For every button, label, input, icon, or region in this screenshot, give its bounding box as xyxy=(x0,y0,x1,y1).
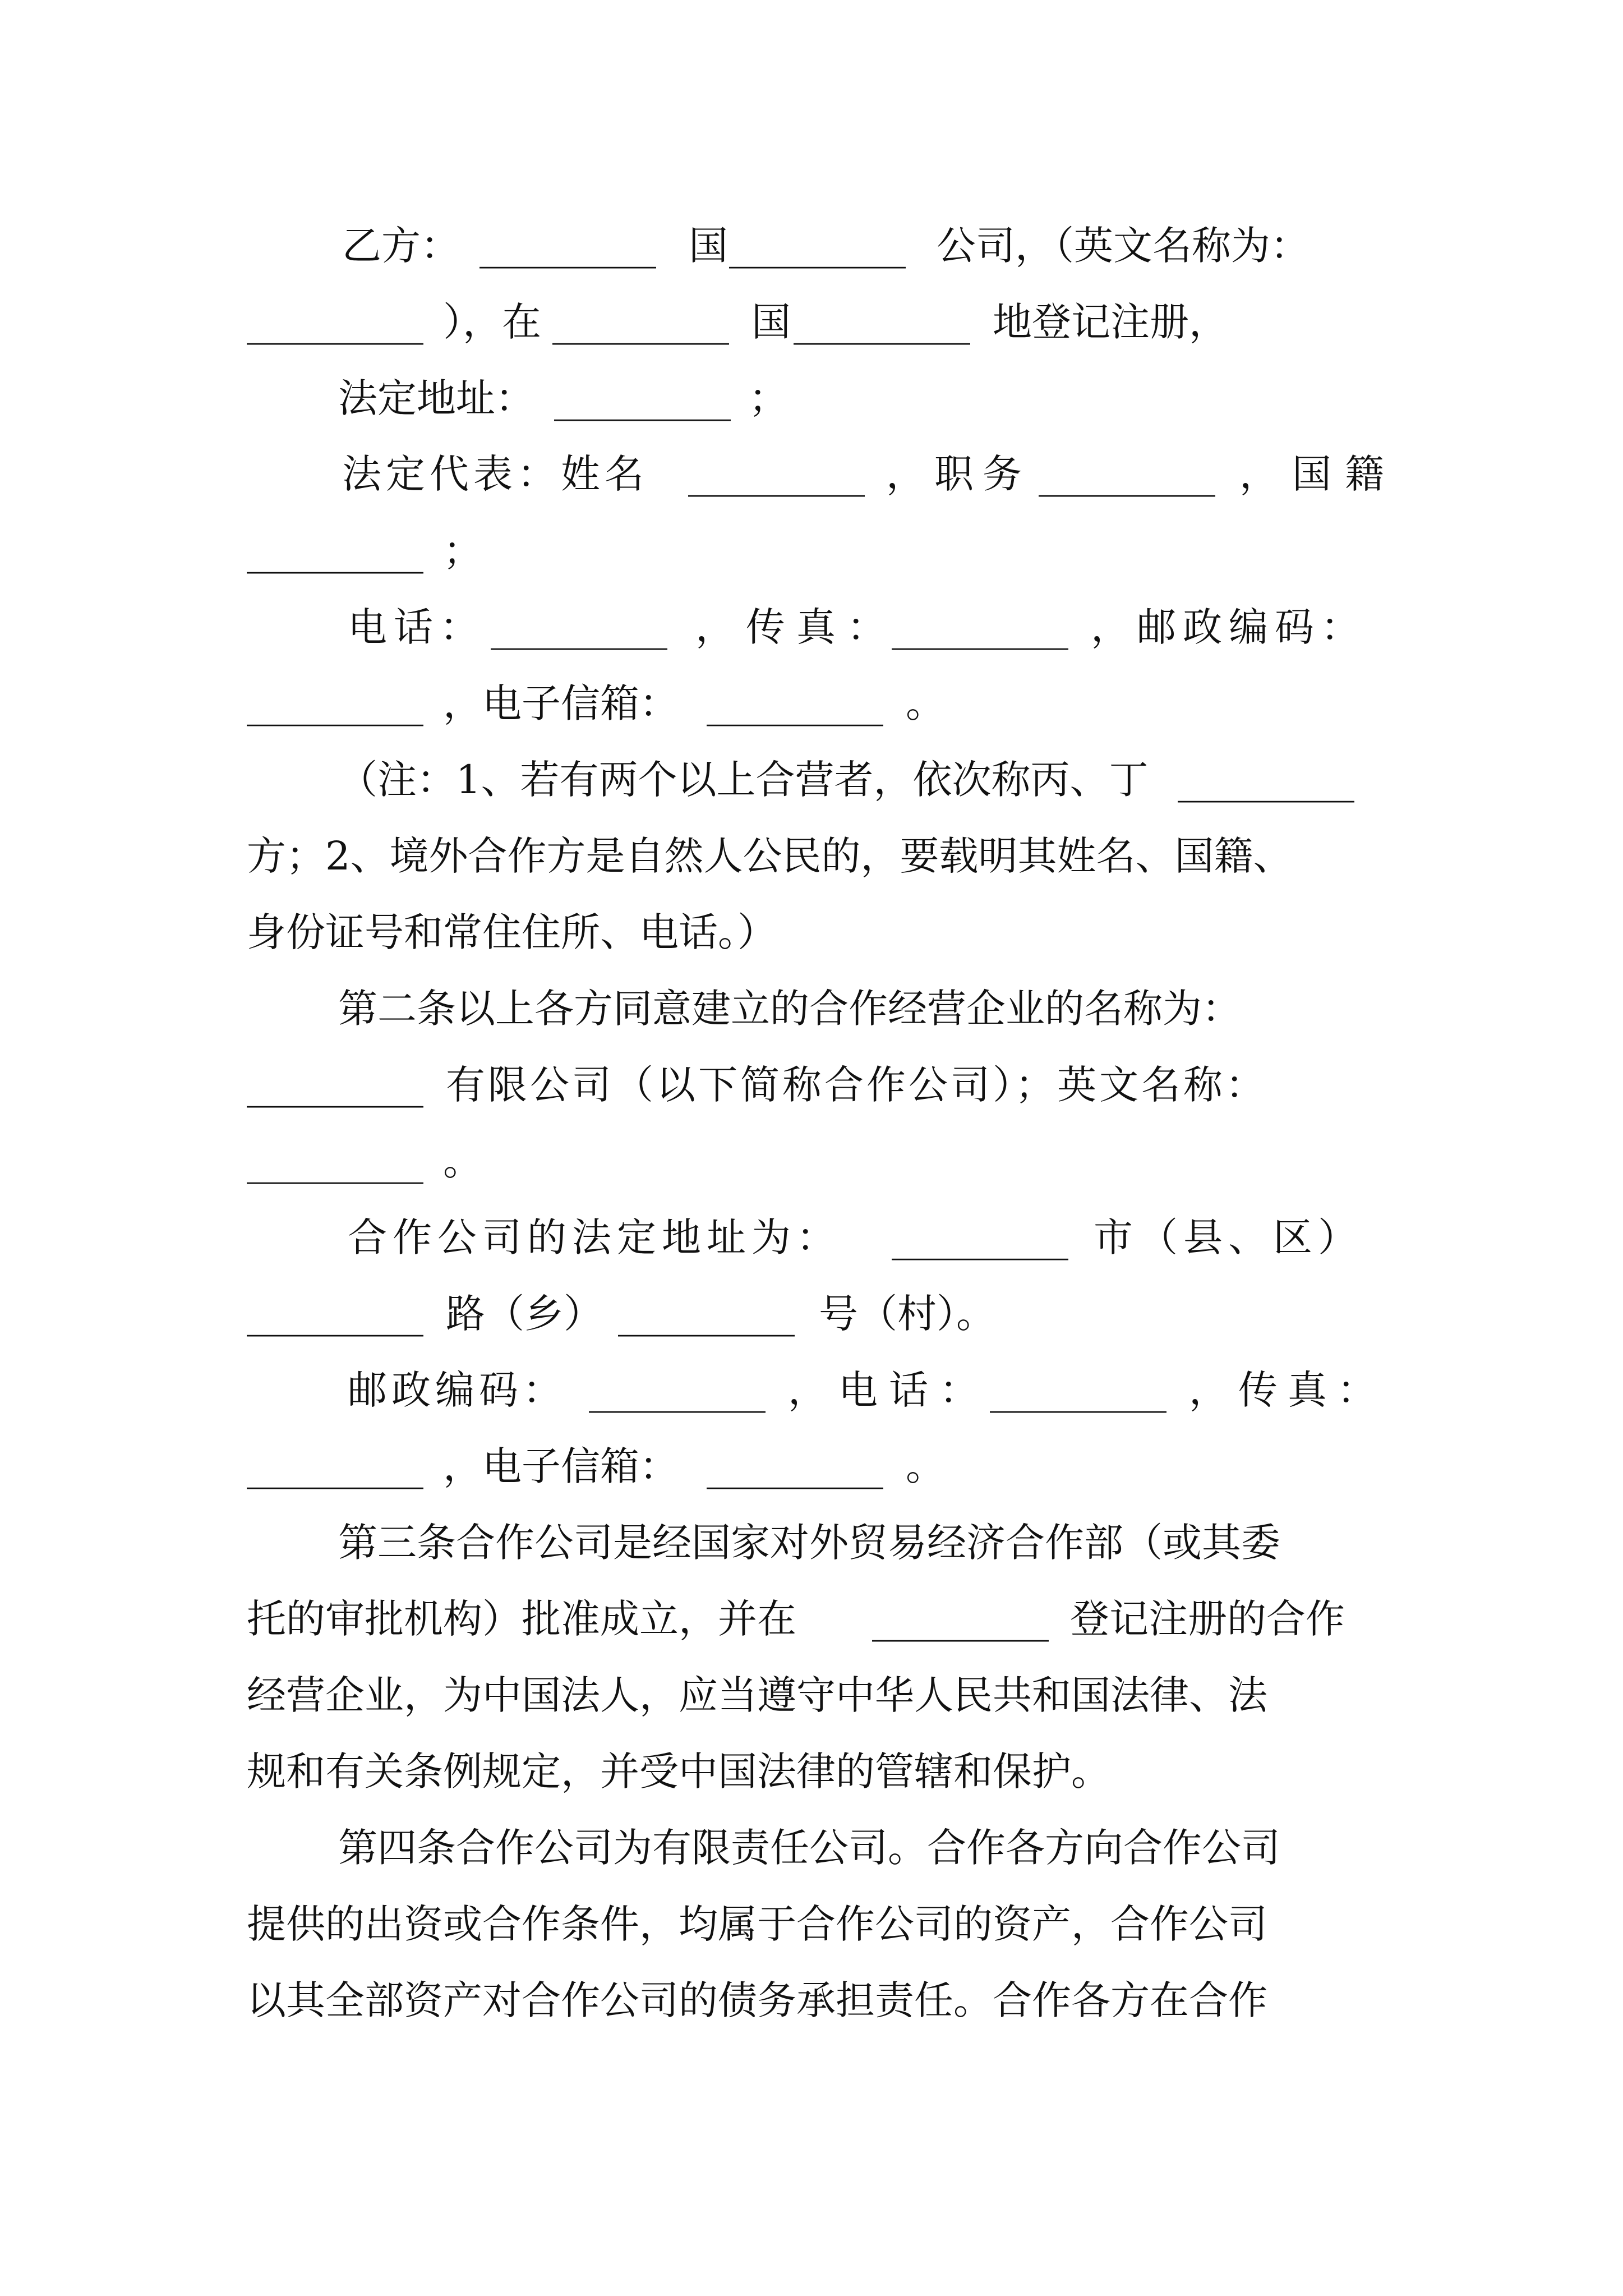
text-segment: 公司，（英文名称为： xyxy=(937,223,1310,269)
text-segment: 法定地址： xyxy=(338,375,534,421)
blank-underline: _________ xyxy=(729,223,906,269)
blank-underline: _________ xyxy=(707,1443,883,1489)
blank-underline: _________ xyxy=(1039,451,1215,497)
text-segment: 市（县、区） xyxy=(1094,1214,1363,1260)
text-segment: 提供的出资或合作条件，均属于合作公司的资产，合作公司 xyxy=(247,1901,1267,1947)
text-line xyxy=(0,969,1623,1048)
blank-underline: _________ xyxy=(552,299,729,345)
text-segment: ，职务 xyxy=(886,451,1031,497)
text-line xyxy=(0,1580,1623,1658)
text-line xyxy=(0,283,1623,361)
text-line xyxy=(0,1809,1623,1887)
text-segment: ，电子信箱： xyxy=(443,1443,679,1489)
text-segment: 地登记注册， xyxy=(993,299,1228,345)
blank-underline: _________ xyxy=(707,680,883,726)
text-line xyxy=(0,1503,1623,1582)
text-segment: 登记注册的合作 xyxy=(1070,1596,1345,1642)
text-segment: 第三条合作公司是经国家对外贸易经济合作部（或其委 xyxy=(338,1520,1280,1566)
text-segment: 号（村）。 xyxy=(819,1291,995,1337)
text-segment: ； xyxy=(443,528,482,574)
text-line xyxy=(0,512,1623,590)
text-segment: 身份证号和常住住所、电话。） xyxy=(247,909,777,955)
text-line xyxy=(0,359,1623,438)
text-line xyxy=(0,1656,1623,1734)
text-line xyxy=(0,664,1623,743)
text-segment: 第二条以上各方同意建立的合作经营企业的名称为： xyxy=(338,986,1241,1032)
blank-underline: _________ xyxy=(990,1367,1166,1413)
text-segment: 合作公司的法定地址为： xyxy=(348,1214,841,1260)
blank-underline: _________ xyxy=(872,1596,1049,1642)
text-segment: 以其全部资产对合作公司的债务承担责任。合作各方在合作 xyxy=(247,1977,1267,2023)
blank-underline: _________ xyxy=(589,1367,766,1413)
text-segment: 邮政编码： xyxy=(348,1367,566,1413)
text-line xyxy=(0,817,1623,895)
blank-underline: _________ xyxy=(554,375,731,421)
text-line xyxy=(0,206,1623,285)
text-segment: ，邮政编码： xyxy=(1091,604,1367,650)
text-segment: 第四条合作公司为有限责任公司。合作各方向合作公司 xyxy=(338,1825,1280,1871)
text-line xyxy=(0,1274,1623,1353)
text-segment: ，电话： xyxy=(788,1367,990,1413)
blank-underline: _________ xyxy=(247,528,423,574)
text-line xyxy=(0,740,1623,819)
text-segment: 方；2、境外合作方是自然人公民的，要载明其姓名、国籍、 xyxy=(247,833,1293,879)
blank-underline: _________ xyxy=(794,299,970,345)
text-segment: 。 xyxy=(906,1443,945,1489)
text-line xyxy=(0,893,1623,972)
text-segment: 电话： xyxy=(348,604,486,650)
text-segment: ，传真： xyxy=(1189,1367,1386,1413)
blank-underline: _________ xyxy=(247,299,423,345)
text-segment: 有限公司（以下简称合作公司）；英文名称： xyxy=(446,1062,1267,1108)
blank-underline: _________ xyxy=(247,1138,423,1184)
text-segment: 法定代表：姓名 xyxy=(342,451,648,497)
text-segment: 经营企业，为中国法人，应当遵守中华人民共和国法律、法 xyxy=(247,1672,1267,1718)
text-segment: 规和有关条例规定，并受中国法律的管辖和保护。 xyxy=(247,1749,1110,1795)
text-segment: 。 xyxy=(443,1138,482,1184)
blank-underline: _________ xyxy=(247,1443,423,1489)
blank-underline: _________ xyxy=(1178,757,1354,803)
blank-underline: _________ xyxy=(618,1291,795,1337)
blank-underline: _________ xyxy=(892,604,1068,650)
text-segment: ，国籍 xyxy=(1239,451,1398,497)
text-segment: 国 xyxy=(751,299,791,345)
text-line xyxy=(0,1961,1623,2040)
blank-underline: _________ xyxy=(247,1062,423,1108)
text-segment: 乙方： xyxy=(342,223,460,269)
text-line xyxy=(0,1885,1623,1963)
text-line xyxy=(0,1198,1623,1277)
text-line xyxy=(0,1351,1623,1429)
blank-underline: _________ xyxy=(892,1214,1068,1260)
text-segment: 国 xyxy=(689,223,728,269)
text-segment: ； xyxy=(749,375,788,421)
text-segment: 。 xyxy=(906,680,945,726)
text-segment: 路（乡） xyxy=(446,1291,603,1337)
blank-underline: _________ xyxy=(247,1291,423,1337)
text-line xyxy=(0,1732,1623,1811)
blank-underline: _________ xyxy=(479,223,656,269)
text-segment: 托的审批机构）批准成立，并在 xyxy=(247,1596,796,1642)
text-line xyxy=(0,1046,1623,1124)
text-segment: （注：1、若有两个以上合营者，依次称丙、丁 xyxy=(338,757,1149,803)
blank-underline: _________ xyxy=(688,451,865,497)
text-segment: ），在 xyxy=(443,299,541,345)
text-line xyxy=(0,1122,1623,1200)
text-segment: ，传真： xyxy=(695,604,897,650)
blank-underline: _________ xyxy=(247,680,423,726)
text-segment: ，电子信箱： xyxy=(443,680,679,726)
blank-underline: _________ xyxy=(491,604,667,650)
text-line xyxy=(0,1427,1623,1506)
text-line xyxy=(0,588,1623,666)
text-line xyxy=(0,435,1623,513)
